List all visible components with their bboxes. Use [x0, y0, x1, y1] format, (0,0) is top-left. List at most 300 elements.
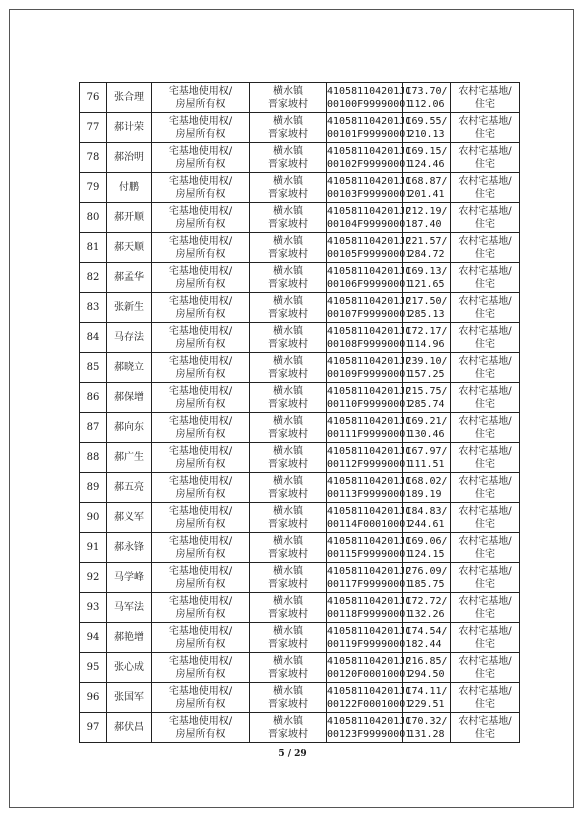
right-type-cell-line: 宅基地使用权/: [168, 595, 233, 607]
land-use-cell-line: 农村宅基地/: [458, 115, 512, 127]
right-type-cell-line: 宅基地使用权/: [168, 715, 233, 727]
area-cell-line: 132.26: [408, 608, 445, 620]
unit-code-cell: [327, 263, 412, 293]
row-number-cell: 83: [80, 293, 107, 323]
area-cell: [403, 593, 451, 623]
row-number-cell: 82: [80, 263, 107, 293]
area-cell: [403, 713, 451, 743]
owner-name-cell: 张心成: [107, 653, 152, 683]
location-cell: [250, 293, 327, 323]
land-use-cell-line: 农村宅基地/: [458, 175, 512, 187]
location-cell: [250, 653, 327, 683]
location-cell-line: 晋家坡村: [268, 578, 308, 590]
land-use-cell-line: 住宅: [475, 128, 495, 140]
owner-name-cell: 郝保增: [107, 383, 152, 413]
row-number-cell: 90: [80, 503, 107, 533]
land-use-cell: [451, 323, 520, 353]
area-cell-line: 169.55/: [405, 115, 448, 127]
land-use-cell: [451, 593, 520, 623]
land-use-cell-line: 住宅: [475, 578, 495, 590]
right-type-cell-line: 房屋所有权: [175, 338, 226, 350]
land-use-cell: [451, 533, 520, 563]
location-cell-line: 晋家坡村: [268, 698, 308, 710]
land-use-cell-line: 农村宅基地/: [458, 625, 512, 637]
unit-code-cell-line: 00105F99990001: [327, 248, 412, 260]
location-cell-line: 横水镇: [273, 235, 303, 247]
right-type-cell: [152, 713, 250, 743]
location-cell-line: 横水镇: [273, 475, 303, 487]
row-number-cell: 76: [80, 83, 107, 113]
unit-code-cell-line: 00111F99990001: [327, 428, 412, 440]
location-cell-line: 晋家坡村: [268, 368, 308, 380]
table-row: [80, 623, 520, 653]
right-type-cell-line: 宅基地使用权/: [168, 475, 233, 487]
area-cell-line: 130.46: [408, 428, 445, 440]
land-use-cell-line: 住宅: [475, 668, 495, 680]
unit-code-cell: [327, 413, 412, 443]
area-cell-line: 167.97/: [405, 445, 448, 457]
row-number-cell: 79: [80, 173, 107, 203]
row-number-cell: 85: [80, 353, 107, 383]
land-use-cell-line: 农村宅基地/: [458, 535, 512, 547]
land-use-cell: [451, 143, 520, 173]
land-use-cell-line: 住宅: [475, 398, 495, 410]
right-type-cell: [152, 503, 250, 533]
table-row: [80, 383, 520, 413]
right-type-cell-line: 房屋所有权: [175, 368, 226, 380]
right-type-cell-line: 房屋所有权: [175, 458, 226, 470]
right-type-cell-line: 宅基地使用权/: [168, 265, 233, 277]
location-cell-line: 横水镇: [273, 115, 303, 127]
area-cell: [403, 443, 451, 473]
area-cell-line: 121.65: [408, 278, 445, 290]
row-number-cell: 96: [80, 683, 107, 713]
right-type-cell-line: 宅基地使用权/: [168, 685, 233, 697]
unit-code-cell: [327, 383, 412, 413]
location-cell-line: 晋家坡村: [268, 548, 308, 560]
right-type-cell: [152, 233, 250, 263]
location-cell-line: 横水镇: [273, 175, 303, 187]
unit-code-cell-line: 410581104201JC: [327, 475, 412, 487]
area-cell: [403, 323, 451, 353]
right-type-cell-line: 宅基地使用权/: [168, 565, 233, 577]
right-type-cell-line: 宅基地使用权/: [168, 535, 233, 547]
right-type-cell-line: 宅基地使用权/: [168, 205, 233, 217]
table-row: [80, 83, 520, 113]
location-cell-line: 晋家坡村: [268, 218, 308, 230]
right-type-cell-line: 房屋所有权: [175, 398, 226, 410]
location-cell-line: 晋家坡村: [268, 278, 308, 290]
land-use-cell-line: 农村宅基地/: [458, 655, 512, 667]
location-cell-line: 晋家坡村: [268, 668, 308, 680]
row-number-cell: 97: [80, 713, 107, 743]
land-use-cell-line: 农村宅基地/: [458, 85, 512, 97]
unit-code-cell: [327, 443, 412, 473]
right-type-cell-line: 房屋所有权: [175, 548, 226, 560]
area-cell-line: 201.41: [408, 188, 445, 200]
location-cell-line: 横水镇: [273, 655, 303, 667]
location-cell-line: 晋家坡村: [268, 248, 308, 260]
land-use-cell-line: 农村宅基地/: [458, 715, 512, 727]
location-cell-line: 晋家坡村: [268, 98, 308, 110]
location-cell-line: 横水镇: [273, 445, 303, 457]
land-use-cell-line: 农村宅基地/: [458, 325, 512, 337]
unit-code-cell: [327, 113, 412, 143]
location-cell-line: 晋家坡村: [268, 128, 308, 140]
area-cell-line: 169.06/: [405, 535, 448, 547]
area-cell: [403, 293, 451, 323]
location-cell-line: 晋家坡村: [268, 518, 308, 530]
records-table: [79, 82, 520, 743]
owner-name-cell: 郝永锋: [107, 533, 152, 563]
land-use-cell-line: 住宅: [475, 698, 495, 710]
right-type-cell-line: 宅基地使用权/: [168, 415, 233, 427]
area-cell-line: 217.50/: [405, 295, 448, 307]
area-cell-line: 173.70/: [405, 85, 448, 97]
land-use-cell: [451, 563, 520, 593]
row-number-cell: 89: [80, 473, 107, 503]
right-type-cell-line: 房屋所有权: [175, 518, 226, 530]
right-type-cell: [152, 683, 250, 713]
right-type-cell-line: 房屋所有权: [175, 428, 226, 440]
right-type-cell-line: 房屋所有权: [175, 488, 226, 500]
unit-code-cell-line: 410581104201JC: [327, 265, 412, 277]
owner-name-cell: 马军法: [107, 593, 152, 623]
area-cell: [403, 83, 451, 113]
location-cell-line: 横水镇: [273, 205, 303, 217]
unit-code-cell-line: 00106F99990001: [327, 278, 412, 290]
area-cell-line: 284.72: [408, 248, 445, 260]
right-type-cell-line: 宅基地使用权/: [168, 655, 233, 667]
area-cell-line: 229.51: [408, 698, 445, 710]
land-use-cell: [451, 503, 520, 533]
unit-code-cell: [327, 593, 412, 623]
area-cell-line: 174.11/: [405, 685, 448, 697]
table-row: [80, 203, 520, 233]
land-use-cell-line: 住宅: [475, 338, 495, 350]
right-type-cell-line: 宅基地使用权/: [168, 325, 233, 337]
location-cell-line: 横水镇: [273, 565, 303, 577]
land-use-cell-line: 农村宅基地/: [458, 415, 512, 427]
right-type-cell-line: 宅基地使用权/: [168, 445, 233, 457]
unit-code-cell-line: 00100F99990001: [327, 98, 412, 110]
land-use-cell-line: 住宅: [475, 368, 495, 380]
area-cell-line: 169.21/: [405, 415, 448, 427]
table-row: [80, 473, 520, 503]
location-cell-line: 横水镇: [273, 415, 303, 427]
right-type-cell: [152, 173, 250, 203]
area-cell-line: 276.09/: [405, 565, 448, 577]
right-type-cell: [152, 413, 250, 443]
right-type-cell-line: 宅基地使用权/: [168, 625, 233, 637]
row-number-cell: 92: [80, 563, 107, 593]
land-use-cell-line: 农村宅基地/: [458, 235, 512, 247]
location-cell: [250, 563, 327, 593]
land-use-cell: [451, 233, 520, 263]
unit-code-cell-line: 410581104201JC: [327, 715, 412, 727]
owner-name-cell: 郝治明: [107, 143, 152, 173]
right-type-cell-line: 房屋所有权: [175, 98, 226, 110]
right-type-cell-line: 房屋所有权: [175, 638, 226, 650]
unit-code-cell: [327, 203, 412, 233]
table-row: [80, 533, 520, 563]
location-cell-line: 晋家坡村: [268, 158, 308, 170]
unit-code-cell-line: 00120F00010001: [327, 668, 412, 680]
unit-code-cell-line: 410581104201JC: [327, 85, 412, 97]
unit-code-cell-line: 410581104201JC: [327, 595, 412, 607]
unit-code-cell: [327, 83, 412, 113]
land-use-cell: [451, 713, 520, 743]
location-cell-line: 晋家坡村: [268, 188, 308, 200]
row-number-cell: 84: [80, 323, 107, 353]
area-cell-line: 131.28: [408, 728, 445, 740]
unit-code-cell-line: 00102F99990001: [327, 158, 412, 170]
owner-name-cell: 郝向东: [107, 413, 152, 443]
area-cell: [403, 353, 451, 383]
right-type-cell-line: 房屋所有权: [175, 308, 226, 320]
land-use-cell: [451, 443, 520, 473]
location-cell: [250, 593, 327, 623]
location-cell: [250, 623, 327, 653]
area-cell-line: 184.83/: [405, 505, 448, 517]
unit-code-cell-line: 00112F99990001: [327, 458, 412, 470]
land-use-cell-line: 农村宅基地/: [458, 385, 512, 397]
unit-code-cell-line: 00123F99990001: [327, 728, 412, 740]
location-cell: [250, 713, 327, 743]
land-use-cell: [451, 653, 520, 683]
area-cell-line: 168.02/: [405, 475, 448, 487]
location-cell-line: 横水镇: [273, 355, 303, 367]
location-cell: [250, 383, 327, 413]
unit-code-cell-line: 410581104201JC: [327, 445, 412, 457]
right-type-cell: [152, 263, 250, 293]
unit-code-cell-line: 00115F99990001: [327, 548, 412, 560]
location-cell-line: 横水镇: [273, 385, 303, 397]
area-cell-line: 170.32/: [405, 715, 448, 727]
location-cell-line: 横水镇: [273, 325, 303, 337]
owner-name-cell: 郝天顺: [107, 233, 152, 263]
unit-code-cell-line: 410581104201JC: [327, 295, 412, 307]
land-use-cell-line: 住宅: [475, 278, 495, 290]
unit-code-cell-line: 00109F99990001: [327, 368, 412, 380]
owner-name-cell: 郝计荣: [107, 113, 152, 143]
location-cell: [250, 533, 327, 563]
location-cell: [250, 323, 327, 353]
unit-code-cell-line: 00101F99990001: [327, 128, 412, 140]
area-cell: [403, 173, 451, 203]
location-cell-line: 横水镇: [273, 505, 303, 517]
right-type-cell-line: 房屋所有权: [175, 158, 226, 170]
right-type-cell-line: 房屋所有权: [175, 188, 226, 200]
unit-code-cell-line: 410581104201JC: [327, 205, 412, 217]
unit-code-cell-line: 00104F99990001: [327, 218, 412, 230]
area-cell: [403, 563, 451, 593]
unit-code-cell: [327, 353, 412, 383]
location-cell-line: 晋家坡村: [268, 458, 308, 470]
land-use-cell-line: 住宅: [475, 428, 495, 440]
location-cell: [250, 353, 327, 383]
right-type-cell-line: 宅基地使用权/: [168, 115, 233, 127]
right-type-cell: [152, 623, 250, 653]
right-type-cell-line: 房屋所有权: [175, 278, 226, 290]
right-type-cell-line: 宅基地使用权/: [168, 355, 233, 367]
unit-code-cell-line: 00122F00010001: [327, 698, 412, 710]
land-use-cell-line: 住宅: [475, 248, 495, 260]
unit-code-cell: [327, 533, 412, 563]
area-cell: [403, 413, 451, 443]
owner-name-cell: 郝开顺: [107, 203, 152, 233]
row-number-cell: 88: [80, 443, 107, 473]
location-cell: [250, 203, 327, 233]
unit-code-cell: [327, 173, 412, 203]
records-table-body: [80, 83, 520, 743]
table-row: [80, 233, 520, 263]
right-type-cell: [152, 383, 250, 413]
row-number-cell: 94: [80, 623, 107, 653]
location-cell: [250, 113, 327, 143]
land-use-cell-line: 农村宅基地/: [458, 685, 512, 697]
unit-code-cell-line: 410581104201JC: [327, 505, 412, 517]
location-cell: [250, 443, 327, 473]
location-cell: [250, 173, 327, 203]
land-use-cell: [451, 623, 520, 653]
right-type-cell-line: 宅基地使用权/: [168, 385, 233, 397]
location-cell-line: 晋家坡村: [268, 398, 308, 410]
area-cell-line: 172.72/: [405, 595, 448, 607]
row-number-cell: 81: [80, 233, 107, 263]
unit-code-cell-line: 410581104201JC: [327, 325, 412, 337]
location-cell-line: 横水镇: [273, 625, 303, 637]
area-cell-line: 124.46: [408, 158, 445, 170]
land-use-cell-line: 住宅: [475, 608, 495, 620]
area-cell-line: 111.51: [408, 458, 445, 470]
right-type-cell: [152, 83, 250, 113]
location-cell-line: 横水镇: [273, 265, 303, 277]
location-cell: [250, 473, 327, 503]
land-use-cell-line: 住宅: [475, 158, 495, 170]
land-use-cell: [451, 263, 520, 293]
unit-code-cell: [327, 473, 412, 503]
unit-code-cell: [327, 683, 412, 713]
unit-code-cell-line: 00119F99990001: [327, 638, 412, 650]
right-type-cell: [152, 323, 250, 353]
table-row: [80, 443, 520, 473]
area-cell: [403, 113, 451, 143]
land-use-cell-line: 住宅: [475, 518, 495, 530]
right-type-cell-line: 宅基地使用权/: [168, 175, 233, 187]
row-number-cell: 87: [80, 413, 107, 443]
right-type-cell: [152, 533, 250, 563]
right-type-cell: [152, 293, 250, 323]
area-cell: [403, 263, 451, 293]
table-row: [80, 713, 520, 743]
location-cell: [250, 143, 327, 173]
area-cell: [403, 683, 451, 713]
area-cell-line: 174.54/: [405, 625, 448, 637]
location-cell-line: 晋家坡村: [268, 338, 308, 350]
unit-code-cell: [327, 503, 412, 533]
location-cell: [250, 503, 327, 533]
right-type-cell: [152, 143, 250, 173]
area-cell-line: 210.13: [408, 128, 445, 140]
area-cell-line: 285.13: [408, 308, 445, 320]
land-use-cell-line: 住宅: [475, 98, 495, 110]
unit-code-cell-line: 410581104201JC: [327, 145, 412, 157]
land-use-cell: [451, 113, 520, 143]
unit-code-cell: [327, 713, 412, 743]
row-number-cell: 78: [80, 143, 107, 173]
land-use-cell-line: 农村宅基地/: [458, 145, 512, 157]
area-cell-line: 169.15/: [405, 145, 448, 157]
row-number-cell: 77: [80, 113, 107, 143]
unit-code-cell-line: 410581104201JC: [327, 235, 412, 247]
area-cell-line: 168.87/: [405, 175, 448, 187]
right-type-cell: [152, 563, 250, 593]
unit-code-cell: [327, 323, 412, 353]
owner-name-cell: 郝晓立: [107, 353, 152, 383]
right-type-cell-line: 房屋所有权: [175, 218, 226, 230]
area-cell: [403, 503, 451, 533]
unit-code-cell-line: 410581104201JC: [327, 535, 412, 547]
location-cell: [250, 683, 327, 713]
unit-code-cell: [327, 623, 412, 653]
location-cell-line: 晋家坡村: [268, 638, 308, 650]
land-use-cell: [451, 173, 520, 203]
location-cell-line: 横水镇: [273, 685, 303, 697]
table-row: [80, 353, 520, 383]
location-cell-line: 晋家坡村: [268, 428, 308, 440]
land-use-cell: [451, 203, 520, 233]
location-cell-line: 横水镇: [273, 715, 303, 727]
area-cell-line: 82.44: [411, 638, 442, 650]
unit-code-cell-line: 00103F99990001: [327, 188, 412, 200]
location-cell: [250, 83, 327, 113]
unit-code-cell: [327, 233, 412, 263]
area-cell-line: 169.13/: [405, 265, 448, 277]
land-use-cell-line: 农村宅基地/: [458, 205, 512, 217]
area-cell-line: 239.10/: [405, 355, 448, 367]
owner-name-cell: 马学峰: [107, 563, 152, 593]
right-type-cell: [152, 473, 250, 503]
unit-code-cell-line: 00118F99990001: [327, 608, 412, 620]
owner-name-cell: 郝广生: [107, 443, 152, 473]
unit-code-cell: [327, 293, 412, 323]
area-cell-line: 216.85/: [405, 655, 448, 667]
area-cell-line: 215.75/: [405, 385, 448, 397]
land-use-cell-line: 住宅: [475, 728, 495, 740]
area-cell-line: 172.17/: [405, 325, 448, 337]
table-row: [80, 563, 520, 593]
land-use-cell-line: 住宅: [475, 488, 495, 500]
right-type-cell-line: 房屋所有权: [175, 248, 226, 260]
unit-code-cell-line: 410581104201JC: [327, 565, 412, 577]
area-cell-line: 112.06: [408, 98, 445, 110]
right-type-cell: [152, 353, 250, 383]
area-cell-line: 185.75: [408, 578, 445, 590]
land-use-cell-line: 住宅: [475, 548, 495, 560]
owner-name-cell: 张合理: [107, 83, 152, 113]
unit-code-cell-line: 00117F99990001: [327, 578, 412, 590]
unit-code-cell-line: 410581104201JC: [327, 625, 412, 637]
area-cell-line: 157.25: [408, 368, 445, 380]
area-cell-line: 124.15: [408, 548, 445, 560]
owner-name-cell: 郝义军: [107, 503, 152, 533]
owner-name-cell: 郝艳增: [107, 623, 152, 653]
location-cell-line: 晋家坡村: [268, 608, 308, 620]
right-type-cell-line: 宅基地使用权/: [168, 505, 233, 517]
right-type-cell-line: 房屋所有权: [175, 578, 226, 590]
location-cell-line: 横水镇: [273, 295, 303, 307]
